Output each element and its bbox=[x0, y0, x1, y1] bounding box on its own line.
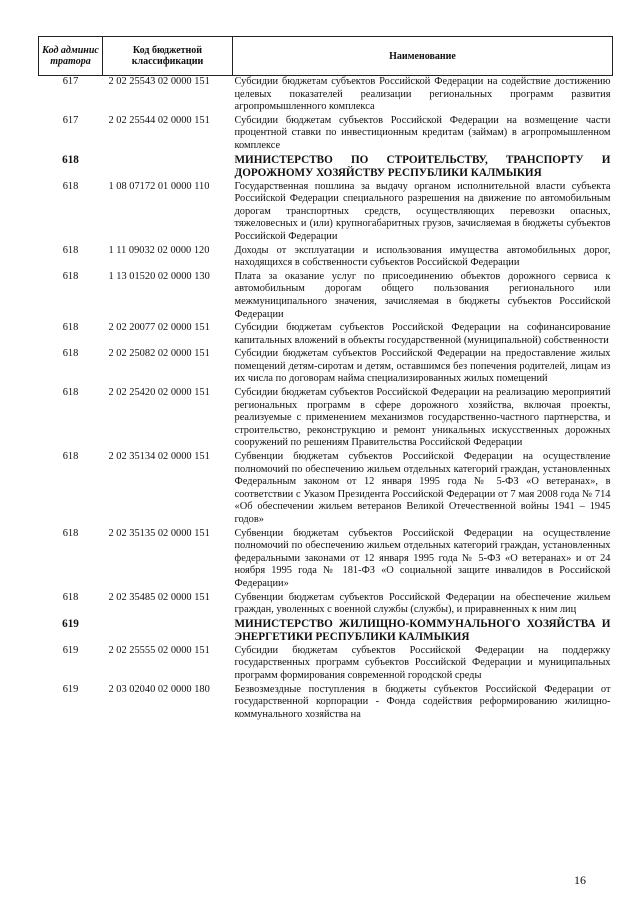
admin-code-cell: 618 bbox=[62, 387, 79, 399]
admin-code-cell: 618 bbox=[62, 322, 79, 334]
admin-code-cell: 619 bbox=[62, 683, 79, 695]
admin-code-cell: 617 bbox=[62, 76, 79, 87]
budget-code-cell: 2 02 25543 02 0000 151 bbox=[108, 76, 210, 87]
table-row bbox=[39, 348, 613, 387]
table-body bbox=[39, 76, 613, 723]
budget-code-cell: 1 08 07172 01 0000 110 bbox=[108, 180, 210, 192]
admin-code-cell: 618 bbox=[62, 153, 79, 166]
table-row bbox=[39, 645, 613, 684]
table-header bbox=[39, 37, 613, 76]
description-cell: Безвозмездные поступления в бюджеты субъектов Российской Федерации от государственной корпорации - Фонда содействия реформированию жилищно-коммунального хозяйства на bbox=[234, 683, 611, 720]
budget-code-cell: 1 13 01520 02 0000 130 bbox=[108, 270, 210, 282]
description-cell: Субсидии бюджетам субъектов Российской Федерации на реализацию мероприятий региональных программ в сфере дорожного хозяйства, включая проекты, реализуемые с применением механизмов государственно-частного партнерства, и строительство, реконструкцию и ремонт уникальных искусственных дорожных сооружений по решениям Правительства Российской Федерации bbox=[234, 387, 611, 449]
budget-code-cell: 2 02 35135 02 0000 151 bbox=[108, 527, 210, 539]
admin-code-cell: 618 bbox=[62, 244, 79, 256]
budget-code-cell: 2 02 25555 02 0000 151 bbox=[108, 644, 210, 656]
table-row bbox=[39, 322, 613, 348]
budget-code-cell: 2 02 25420 02 0000 151 bbox=[108, 387, 210, 399]
budget-code-cell: 2 02 20077 02 0000 151 bbox=[108, 322, 210, 334]
admin-code-cell: 618 bbox=[62, 527, 79, 539]
ministry-row bbox=[39, 618, 613, 645]
budget-code-cell bbox=[103, 618, 233, 645]
description-cell: Плата за оказание услуг по присоединению объектов дорожного сервиса к автомобильным дорогам общего пользования регионального или межмуниципального значения, зачисляемая в бюджеты субъектов Российской Федерации bbox=[234, 270, 611, 320]
table-row bbox=[39, 115, 613, 154]
description-cell: Субвенции бюджетам субъектов Российской Федерации на обеспечение жильем граждан, уволенных с военной службы (службы), и приравненных к ним лиц bbox=[234, 591, 611, 616]
admin-code-cell: 618 bbox=[62, 180, 79, 192]
description-cell: Субвенции бюджетам субъектов Российской Федерации на осуществление полномочий по обеспечению жильем отдельных категорий граждан, установленных Федеральным законом от 12 января 1995 года № 5-ФЗ «О ветеранах», в соответствии с Указом Президента Российской Федерации от 7 мая 2008 года № 714 «Об обеспечении жильем ветеранов Великой Отечественной войны 1941 – 1945 годов» bbox=[234, 451, 611, 525]
description-cell: Субсидии бюджетам субъектов Российской Федерации на предоставление жилых помещений детям-сиротам и детям, оставшимся без попечения родителей, лицам из их числа по договорам найма специализированных жилых помещений bbox=[234, 348, 611, 385]
budget-code-cell: 2 02 25544 02 0000 151 bbox=[108, 114, 210, 126]
admin-code-cell: 617 bbox=[62, 114, 79, 126]
table-row bbox=[39, 451, 613, 528]
table-row bbox=[39, 528, 613, 592]
budget-classification-table bbox=[38, 36, 613, 722]
admin-code-cell: 619 bbox=[62, 644, 79, 656]
table-row bbox=[39, 76, 613, 115]
budget-code-cell: 2 02 35134 02 0000 151 bbox=[108, 451, 210, 463]
page-number: 16 bbox=[574, 873, 586, 887]
admin-code-cell: 618 bbox=[62, 451, 79, 463]
budget-code-cell: 2 02 25082 02 0000 151 bbox=[108, 348, 210, 360]
description-cell: Субсидии бюджетам субъектов Российской Федерации на возмещение части процентной ставки по инвестиционным кредитам (займам) в агропромышленном комплексе bbox=[234, 114, 611, 151]
description-cell: Доходы от эксплуатации и использования имущества автомобильных дорог, находящихся в собственности субъектов Российской Федерации bbox=[234, 244, 611, 269]
ministry-row bbox=[39, 154, 613, 181]
table-row bbox=[39, 271, 613, 322]
description-cell: Субсидии бюджетам субъектов Российской Федерации на поддержку государственных программ субъектов Российской Федерации и муниципальных программ формирования современной городской среды bbox=[234, 644, 611, 681]
budget-code-cell bbox=[103, 154, 233, 181]
table-row bbox=[39, 592, 613, 618]
table-row bbox=[39, 387, 613, 451]
header-name: Наименование bbox=[233, 37, 613, 76]
header-admin-code: Код админис тратора bbox=[39, 37, 103, 76]
budget-code-cell: 2 03 02040 02 0000 180 bbox=[108, 683, 210, 695]
header-budget-code: Код бюджетной классификации bbox=[103, 37, 233, 76]
description-cell: Государственная пошлина за выдачу органом исполнительной власти субъекта Российской Федерации специального разрешения на движение по автомобильным дорогам транспортных средств, осуществляющих перевозки опасных, тяжеловесных и (или) крупногабаритных грузов, зачисляемая в бюджеты субъектов Российской Федерации bbox=[234, 180, 611, 242]
description-cell: Субсидии бюджетам субъектов Российской Федерации на содействие достижению целевых показателей реализации региональных программ развития агропромышленного комплекса bbox=[234, 76, 611, 113]
admin-code-cell: 619 bbox=[62, 617, 79, 630]
budget-code-cell: 1 11 09032 02 0000 120 bbox=[108, 244, 210, 256]
admin-code-cell: 618 bbox=[62, 591, 79, 603]
ministry-name-cell: МИНИСТЕРСТВО ЖИЛИЩНО-КОММУНАЛЬНОГО ХОЗЯЙСТВА И ЭНЕРГЕТИКИ РЕСПУБЛИКИ КАЛМЫКИЯ bbox=[234, 617, 611, 643]
table-row bbox=[39, 245, 613, 271]
description-cell: Субвенции бюджетам субъектов Российской Федерации на осуществление полномочий по обеспечению жильем отдельных категорий граждан, установленных федеральными законами от 12 января 1995 года № 5-ФЗ «О ветеранах» и от 24 ноября 1995 года № 181-ФЗ «О социальной защите инвалидов в Российской Федерации» bbox=[234, 527, 611, 589]
description-cell: Субсидии бюджетам субъектов Российской Федерации на софинансирование капитальных вложений в объекты государственной (муниципальной) собственности bbox=[234, 322, 611, 346]
table-row bbox=[39, 684, 613, 723]
ministry-name-cell: МИНИСТЕРСТВО ПО СТРОИТЕЛЬСТВУ, ТРАНСПОРТУ И ДОРОЖНОМУ ХОЗЯЙСТВУ РЕСПУБЛИКИ КАЛМЫКИЯ bbox=[234, 153, 611, 179]
admin-code-cell: 618 bbox=[62, 348, 79, 360]
admin-code-cell: 618 bbox=[62, 270, 79, 282]
table-row bbox=[39, 181, 613, 245]
budget-code-cell: 2 02 35485 02 0000 151 bbox=[108, 591, 210, 603]
